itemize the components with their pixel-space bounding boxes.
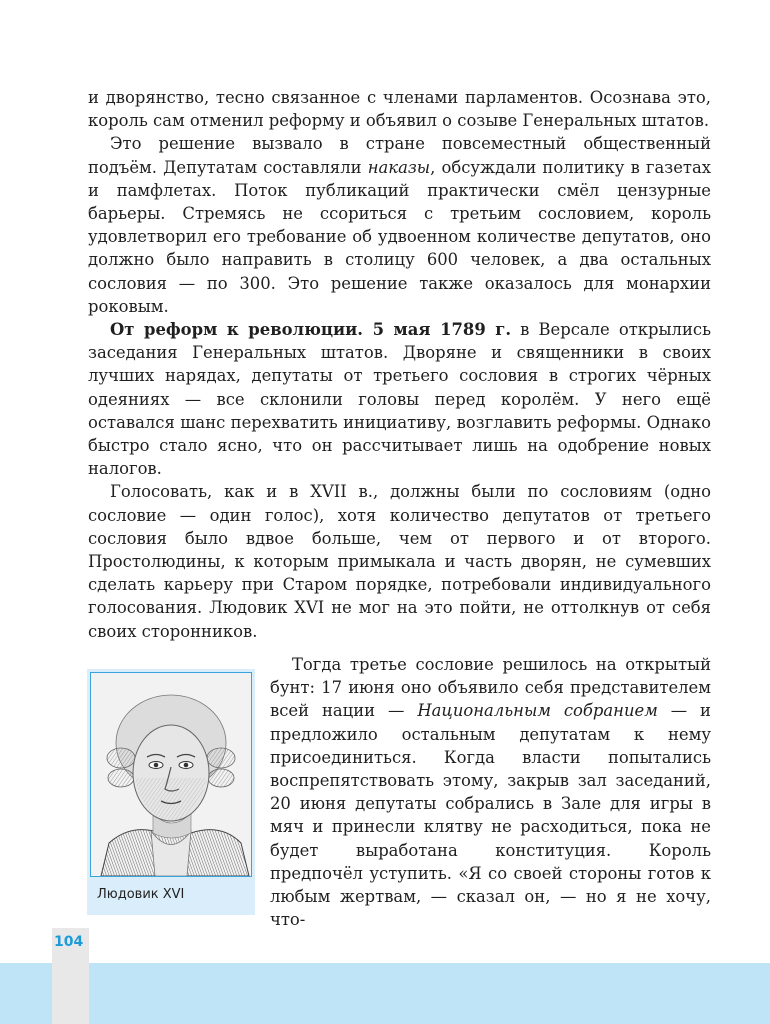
portrait-figure [87,669,255,915]
term-nakazy: наказы [367,157,431,177]
paragraph-5 [270,653,711,931]
side-text-column [270,653,711,931]
paragraph-4 [88,480,711,642]
paragraph-4-text: Голосовать, как и в XVII в., должны были по сословиям (одно сословие — один голос), хотя количество депутатов от третьего сословия было вдвое больше, чем от первого и от второго. Простолюдины, к которым примыкала и часть дворян, не сумевших сделать карьеру при Старом порядке, потребовали индивидуального голосования. Людовик XVI не мог на это пойти, не оттолкнув от себя своих сторонников. [88,482,711,641]
portrait-engraving-icon [91,673,251,876]
paragraph-3-text: в Версале открылись заседания Генеральных штатов. Дворяне и священники в своих лучших нарядах, депутаты от третьего сословия в строгих чёрных одеяниях — все склонили головы перед королём. У него ещё оставался шанс перехватить инициативу, возглавить реформы. Однако быстро стало ясно, что он рассчитывает лишь на одобрение новых налогов. [88,320,711,479]
term-national-assembly: Национальным собранием [417,701,658,721]
footer-band [0,963,770,1024]
portrait-louis-xvi [90,672,252,877]
paragraph-1 [88,86,711,132]
page-number: 104 [54,934,84,950]
paragraph-2-text-b: , обсуждали политику в газетах и памфлетах. Поток публикаций практически смёл цензурные барьеры. Стремясь не ссориться с третьим сословием, король удовлетворил его требование об удвоенном количестве депутатов, оно должно было направить в столицу 600 человек, а два остальных сословия — по 300. Это решение также оказалось для монархии роковым. [88,157,711,316]
paragraph-5-text-b: — и предложило остальным депутатам к нему присоединиться. Когда власти попытались воспрепятствовать этому, закрыв зал заседаний, 20 июня депутаты собрались в Зале для игры в мяч и принесли клятву не расходиться, пока не будет выработана конституция. Король предпочёл уступить. «Я со своей стороны готов к любым жертвам, — сказал он, — но я не хочу, что- [270,701,711,930]
paragraph-5-text-a: Тогда третье сословие решилось на открытый бунт: 17 июня оно объявило себя представителем всей нации — [270,655,711,721]
section-heading: От реформ к революции. 5 мая 1789 г. [110,320,512,340]
paragraph-2 [88,132,711,318]
main-text-column [88,86,711,643]
paragraph-1-text: и дворянство, тесно связанное с членами парламентов. Осознава это, король сам отменил реформу и объявил о созыве Генеральных штатов. [88,88,711,131]
paragraph-2-text-a: Это решение вызвало в стране повсеместный общественный подъём. Депутатам составляли [88,134,711,177]
paragraph-3 [88,318,711,480]
figure-caption: Людовик XVI [97,887,185,902]
